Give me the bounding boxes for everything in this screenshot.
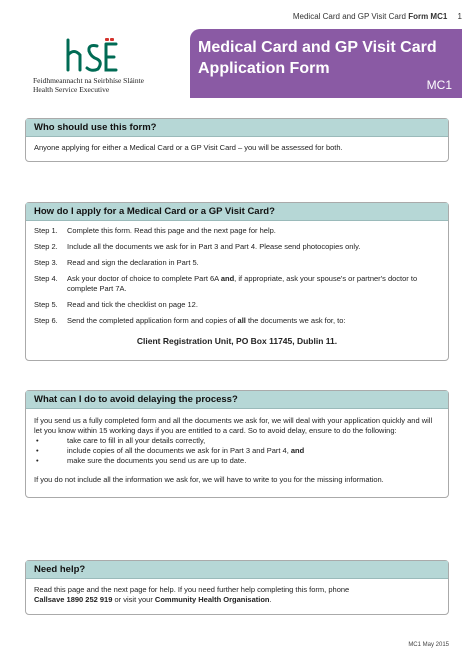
header-prefix: Medical Card and GP Visit Card bbox=[292, 12, 406, 21]
step-text: Include all the documents we ask for in Part 3 and Part 4. Please send photocopies only. bbox=[67, 242, 361, 251]
step-item bbox=[34, 258, 440, 268]
community-health-org: Community Health Organisation bbox=[154, 595, 270, 604]
logo-english-name: Health Service Executive bbox=[33, 85, 110, 94]
bullet-item bbox=[34, 436, 440, 446]
step-text: Complete this form. Read this page and the next page for help. bbox=[67, 226, 276, 235]
bullet-text: take care to fill in all your details correctly, bbox=[67, 436, 206, 445]
step-text: Read and sign the declaration in Part 5. bbox=[67, 258, 199, 267]
logo-irish-name: Feidhmeannacht na Seirbhíse Sláinte bbox=[33, 76, 145, 85]
how-section bbox=[25, 202, 449, 361]
form-title-line1: Medical Card and GP Visit Card bbox=[198, 39, 437, 56]
step-text: Ask your doctor of choice to complete Part 6A and, if appropriate, ask your spouse's or partner's doctor to complete Part 7A. bbox=[67, 274, 418, 293]
avoid-closing: If you do not include all the information we ask for, we will have to write to you for the missing information. bbox=[34, 475, 384, 484]
step-item bbox=[34, 242, 440, 252]
mailing-address: Client Registration Unit, PO Box 11745, Dublin 11. bbox=[136, 336, 338, 346]
logo-subtitle bbox=[33, 76, 183, 94]
bullet-text: make sure the documents you send us are up to date. bbox=[67, 456, 247, 465]
avoid-section bbox=[25, 390, 449, 498]
form-title-line2: Application Form bbox=[198, 60, 330, 77]
help-text: Read this page and the next page for help. If you need further help completing this form, phone Callsave 1890 252 919 or visit your Community Health Organisation. bbox=[34, 585, 350, 604]
step-label: Step 5. bbox=[34, 300, 58, 309]
form-code: MC1 bbox=[426, 78, 452, 92]
who-text: Anyone applying for either a Medical Card or a GP Visit Card – you will be assessed for both. bbox=[34, 143, 343, 152]
how-heading: How do I apply for a Medical Card or a GP Visit Card? bbox=[26, 203, 448, 221]
help-section bbox=[25, 560, 449, 615]
step-label: Step 2. bbox=[34, 242, 58, 251]
step-label: Step 6. bbox=[34, 316, 58, 325]
page-number: 1 bbox=[457, 12, 462, 21]
bullet-text: include copies of all the documents we ask for in Part 3 and Part 4, and bbox=[67, 446, 305, 455]
step-item bbox=[34, 274, 440, 294]
bullet-symbol: • bbox=[36, 436, 39, 445]
title-banner bbox=[190, 29, 462, 98]
avoid-heading: What can I do to avoid delaying the process? bbox=[26, 391, 448, 409]
hse-logo bbox=[60, 36, 120, 74]
step-item bbox=[34, 300, 440, 310]
who-section bbox=[25, 118, 449, 162]
callsave-number: Callsave 1890 252 919 bbox=[34, 595, 113, 604]
step-text: Send the completed application form and copies of all the documents we ask for, to: bbox=[67, 316, 346, 325]
header-form-label: Form MC1 bbox=[408, 12, 448, 21]
step-label: Step 4. bbox=[34, 274, 58, 283]
step-item bbox=[34, 226, 440, 236]
bullet-item bbox=[34, 446, 440, 456]
help-heading: Need help? bbox=[26, 561, 448, 579]
bullet-symbol: • bbox=[36, 446, 39, 455]
who-heading: Who should use this form? bbox=[26, 119, 448, 137]
avoid-intro: If you send us a fully completed form and all the documents we ask for, we will deal with your application quickly and will let you know within 15 working days if you are entitled to a card. So to avoid delay, ensure to do the following: bbox=[34, 416, 433, 435]
bullet-item bbox=[34, 456, 440, 466]
step-text: Read and tick the checklist on page 12. bbox=[67, 300, 198, 309]
step-label: Step 1. bbox=[34, 226, 58, 235]
page-header bbox=[293, 12, 462, 21]
step-label: Step 3. bbox=[34, 258, 58, 267]
bullet-symbol: • bbox=[36, 456, 39, 465]
footer-code: MC1 May 2015 bbox=[408, 642, 449, 648]
step-item bbox=[34, 316, 440, 326]
